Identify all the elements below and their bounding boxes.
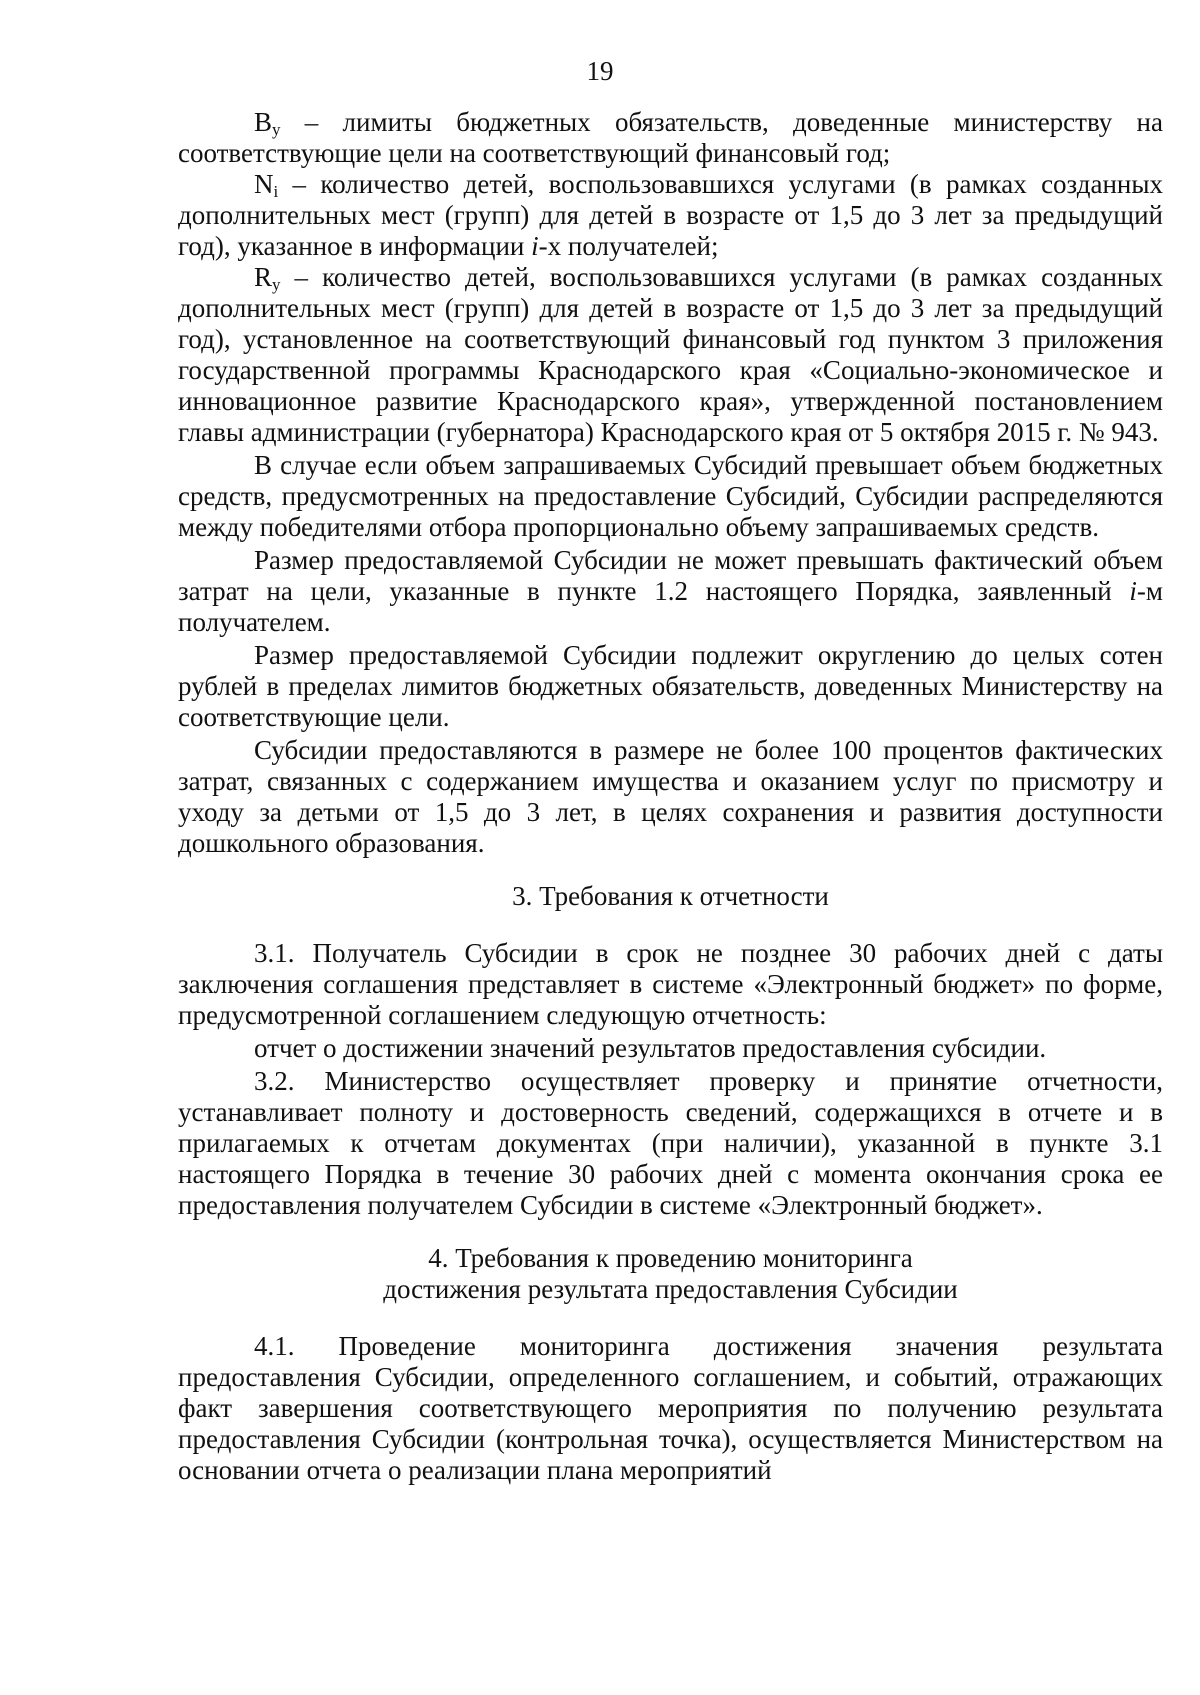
symbol-b: B [254, 107, 273, 137]
section-4-heading-line1: 4. Требования к проведению мониторинга [428, 1243, 913, 1273]
paragraph-rounding: Размер предоставляемой Субсидии подлежит округлению до целых сотен рублей в пределах лимитов бюджетных обязательств, доведенных Министерству на соответствующие цели. [178, 640, 1163, 732]
paragraph-max-amount-text: Размер предоставляемой Субсидии не может превышать фактический объем затрат на цели, указанные в пункте 1.2 настоящего Порядка, заявленный [178, 545, 1163, 606]
symbol-n: N [254, 169, 274, 199]
document-body [178, 107, 1163, 1486]
subscript-y: y [272, 275, 281, 294]
section-3-heading: 3. Требования к отчетности [512, 881, 829, 911]
paragraph-max-amount [178, 545, 1163, 638]
section-4-heading-line2: достижения результата предоставления Субсидии [383, 1274, 958, 1304]
clause-3-1-item: отчет о достижении значений результатов предоставления субсидии. [254, 1033, 1047, 1063]
section-4-heading [178, 1243, 1163, 1305]
definition-ni-text-end: -х получателей; [538, 231, 719, 261]
page-number: 19 [586, 56, 614, 86]
clause-3-2: 3.2. Министерство осуществляет проверку и принятие отчетности, устанавливает полноту и достоверность сведений, содержащихся в отчете и в прилагаемых к отчетам документах (при наличии), указанной в пункте 3.1 настоящего Порядка в течение 30 рабочих дней с момента окончания срока ее предоставления получателем Субсидии в системе «Электронный бюджет». [178, 1066, 1163, 1220]
italic-i: i [1129, 576, 1137, 606]
paragraph-subsidy-percent: Субсидии предоставляются в размере не более 100 процентов фактических затрат, связанных с содержанием имущества и оказанием услуг по присмотру и уходу за детьми от 1,5 до 3 лет, в целях сохранения и развития доступности дошкольного образования. [178, 735, 1163, 858]
definition-ni-text: – количество детей, воспользовавшихся услугами (в рамках созданных дополнительных мест (групп) для детей в возрасте от 1,5 до 3 лет за предыдущий год), указанное в информации [178, 169, 1163, 261]
paragraph-max-amount-end: -м получателем. [178, 576, 1163, 637]
definition-by-text: – лимиты бюджетных обязательств, доведенные министерству на соответствующие цели на соответствующий финансовый год; [178, 107, 1163, 168]
definition-by [178, 107, 1163, 169]
definition-ni [178, 169, 1163, 262]
definition-ry-text: – количество детей, воспользовавшихся услугами (в рамках созданных дополнительных мест (групп) для детей в возрасте от 1,5 до 3 лет за предыдущий год), установленное на соответствующий финансовый год пунктом 3 приложения государственной программы Краснодарского края «Социально-экономическое и инновационное развитие Краснодарского края», утвержденной постановлением главы администрации (губернатора) Краснодарского края от 5 октября 2015 г. № 943. [178, 262, 1163, 447]
symbol-r: R [254, 262, 273, 292]
clause-3-1: 3.1. Получатель Субсидии в срок не позднее 30 рабочих дней с даты заключения соглашения представляет в системе «Электронный бюджет» по форме, предусмотренной соглашением следующую отчетность: [178, 938, 1163, 1030]
subscript-i: i [273, 182, 279, 201]
clause-4-1: 4.1. Проведение мониторинга достижения значения результата предоставления Субсидии, определенного соглашением, и событий, отражающих факт завершения соответствующего мероприятия по получению результата предоставления Субсидии (контрольная точка), осуществляется Министерством на основании отчета о реализации плана мероприятий [178, 1331, 1163, 1485]
definition-ry [178, 262, 1163, 448]
italic-i: i [531, 231, 539, 261]
paragraph-distribution: В случае если объем запрашиваемых Субсидий превышает объем бюджетных средств, предусмотренных на предоставление Субсидий, Субсидии распределяются между победителями отбора пропорционально объему запрашиваемых средств. [178, 450, 1163, 542]
subscript-y: y [272, 120, 281, 139]
